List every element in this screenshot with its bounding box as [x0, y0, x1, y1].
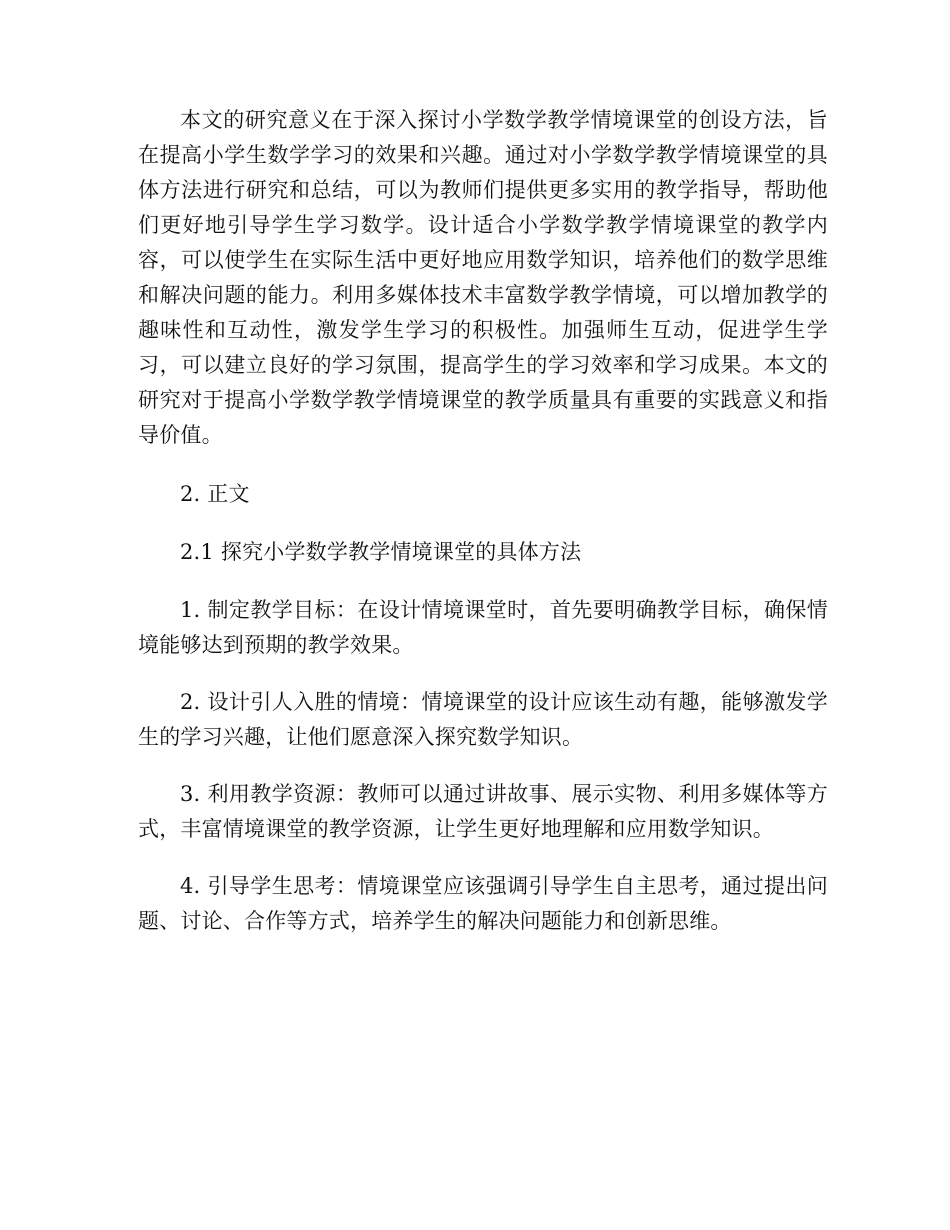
intro-paragraph: 本文的研究意义在于深入探讨小学数学教学情境课堂的创设方法，旨在提高小学生数学学习的效果和兴趣。通过对小学数学教学情境课堂的具体方法进行研究和总结，可以为教师们提供更多实用的教学指导，帮助他们更好地引导学生学习数学。设计适合小学数学教学情境课堂的教学内容，可以使学生在实际生活中更好地应用数学知识，培养他们的数学思维和解决问题的能力。利用多媒体技术丰富数学教学情境，可以增加教学的趣味性和互动性，激发学生学习的积极性。加强师生互动，促进学生学习，可以建立良好的学习氛围，提高学生的学习效率和学习成果。本文的研究对于提高小学数学教学情境课堂的教学质量具有重要的实践意义和指导价值。: [138, 108, 828, 447]
subsection-heading: 2.1 探究小学数学教学情境课堂的具体方法: [180, 540, 582, 564]
list-item: 2. 设计引人入胜的情境：情境课堂的设计应该生动有趣，能够激发学生的学习兴趣，让他们愿意深入探究数学知识。: [138, 690, 828, 749]
section-heading: 2. 正文: [180, 482, 250, 506]
list-item: 3. 利用教学资源：教师可以通过讲故事、展示实物、利用多媒体等方式，丰富情境课堂的教学资源，让学生更好地理解和应用数学知识。: [138, 782, 828, 841]
document-body: [138, 103, 828, 961]
list-item: 4. 引导学生思考：情境课堂应该强调引导学生自主思考，通过提出问题、讨论、合作等方式，培养学生的解决问题能力和创新思维。: [138, 874, 828, 933]
list-item: 1. 制定教学目标：在设计情境课堂时，首先要明确教学目标，确保情境能够达到预期的教学效果。: [138, 598, 828, 657]
